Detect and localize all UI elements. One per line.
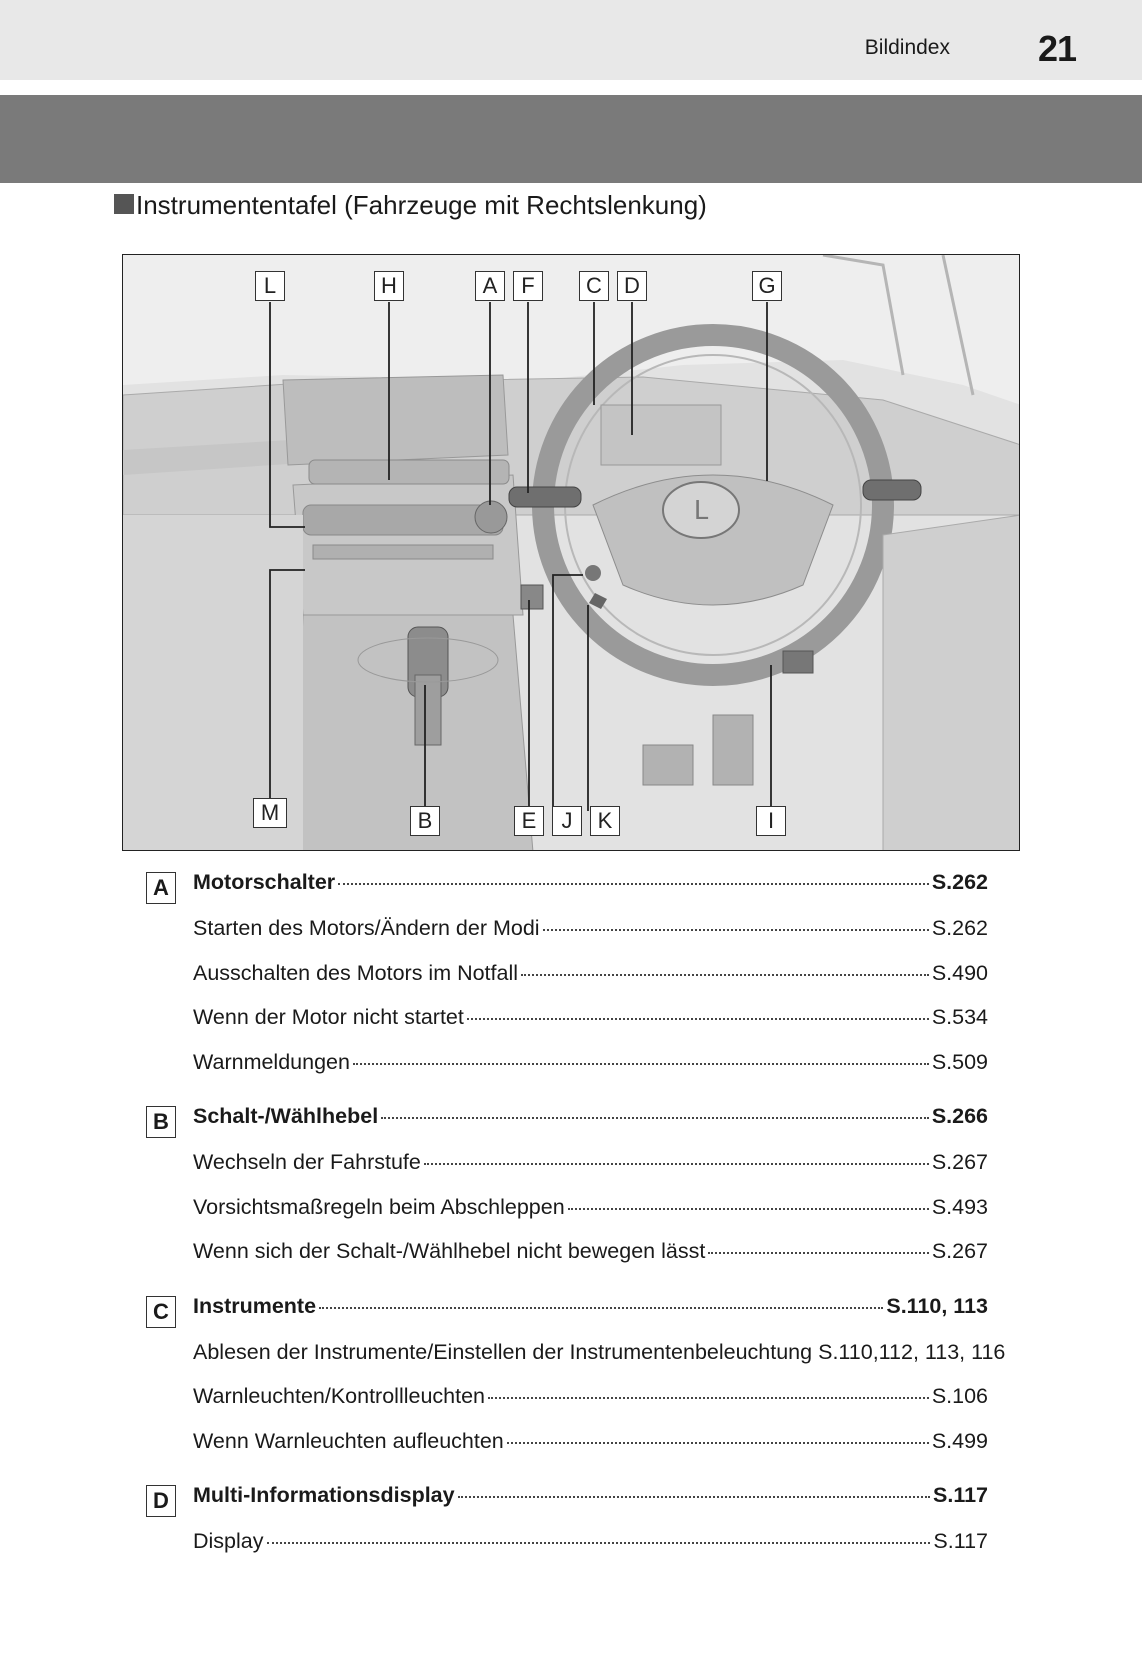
index-entry-C [146,1293,1006,1474]
index-entry-A [146,870,988,1094]
entry-page: S.110, 113 [886,1293,988,1318]
leader-dots [458,1496,930,1498]
heading-text: Instrumententafel (Fahrzeuge mit Rechtslenkung) [136,190,707,220]
entry-main-row [146,1483,988,1529]
callout-A: A [475,271,505,301]
sub-label: Wenn sich der Schalt-/Wählhebel nicht bewegen lässt [193,1239,706,1263]
entry-sub-row [146,1529,988,1574]
entry-main-row [146,870,988,916]
entry-title: Schalt-/Wählhebel [193,1104,379,1128]
callout-L: L [255,271,285,301]
leader-dots [424,1163,929,1165]
sub-label: Display [193,1529,264,1553]
section-name: Bildindex [864,36,950,59]
sub-page: S.534 [931,1005,988,1029]
entry-sub-row [146,1195,988,1240]
sub-page: S.490 [931,960,988,985]
sub-page: S.499 [931,1428,988,1453]
entry-letter-box: C [146,1296,176,1328]
entry-title: Motorschalter [193,870,336,894]
index-entry-B [146,1104,988,1284]
entry-letter-box: B [146,1106,176,1138]
entry-letter-box: D [146,1485,176,1517]
entry-sub-row [146,1150,988,1195]
leader-dots [488,1397,929,1399]
entry-title: Multi-Informationsdisplay [193,1483,455,1507]
dashboard-illustration [122,254,1020,851]
leader-dots [543,929,929,931]
entry-sub-row [146,916,988,961]
leader-dots [521,974,929,976]
entry-sub-row [146,1384,988,1429]
entry-page: S.262 [931,870,988,894]
page-number: 21 [1038,28,1077,69]
callout-F: F [513,271,543,301]
leader-dots [353,1063,929,1065]
callout-C: C [579,271,609,301]
callout-K: K [590,806,620,836]
index-list [146,870,1006,1574]
sub-label: Warnleuchten/Kontrollleuchten [193,1384,486,1408]
sub-page: S.267 [931,1150,988,1174]
sub-page: S.117 [933,1529,988,1553]
sub-label: Vorsichtsmaßregeln beim Abschleppen [193,1194,565,1219]
leader-dots [338,883,929,885]
leader-dots [319,1307,883,1309]
leader-dots [507,1442,929,1444]
entry-main-row [146,1294,988,1340]
entry-sub-row [146,1050,988,1095]
dashboard-drawing [123,255,1020,851]
entry-page: S.266 [931,1104,988,1128]
svg-text:L: L [693,496,709,526]
callout-M: M [253,798,287,828]
page-heading [114,190,707,221]
callout-H: H [374,271,404,301]
callout-G: G [752,271,782,301]
entry-sub-row [146,1429,988,1474]
entry-title: Instrumente [193,1293,317,1318]
sub-label: Warnmeldungen [193,1049,350,1074]
entry-sub-row [146,1239,988,1284]
sub-label: Ablesen der Instrumente/Einstellen der Instrumentenbeleuchtung [193,1339,813,1364]
sub-page: S.262 [931,916,988,940]
index-entry-D [146,1483,988,1574]
sub-label: Wenn der Motor nicht startet [193,1005,464,1029]
header-band [0,0,1142,80]
sub-page: S.106 [931,1384,988,1408]
leader-dots [381,1117,929,1119]
leader-dots [467,1018,929,1020]
header-gray-band [0,95,1142,183]
entry-sub-row [146,1339,1006,1385]
callout-B: B [410,806,440,836]
entry-sub-row [146,961,988,1006]
sub-label: Starten des Motors/Ändern der Modi [193,916,540,940]
leader-dots [708,1252,929,1254]
sub-label: Ausschalten des Motors im Notfall [193,960,519,985]
leader-dots [568,1208,929,1210]
callout-D: D [617,271,647,301]
entry-main-row [146,1104,988,1150]
entry-letter-box: A [146,872,176,904]
sub-page: S.509 [931,1049,988,1074]
sub-label: Wenn Warnleuchten aufleuchten [193,1428,504,1453]
callout-E: E [514,806,544,836]
sub-page: S.493 [931,1194,988,1219]
square-bullet-icon [114,194,134,214]
leader-dots [267,1542,931,1544]
entry-page: S.117 [933,1483,988,1507]
sub-page: S.110,112, 113, 116 [818,1339,1006,1364]
entry-sub-row [146,1005,988,1050]
sub-page: S.267 [931,1239,988,1263]
callout-I: I [756,806,786,836]
sub-label: Wechseln der Fahrstufe [193,1150,421,1174]
callout-J: J [552,806,582,836]
